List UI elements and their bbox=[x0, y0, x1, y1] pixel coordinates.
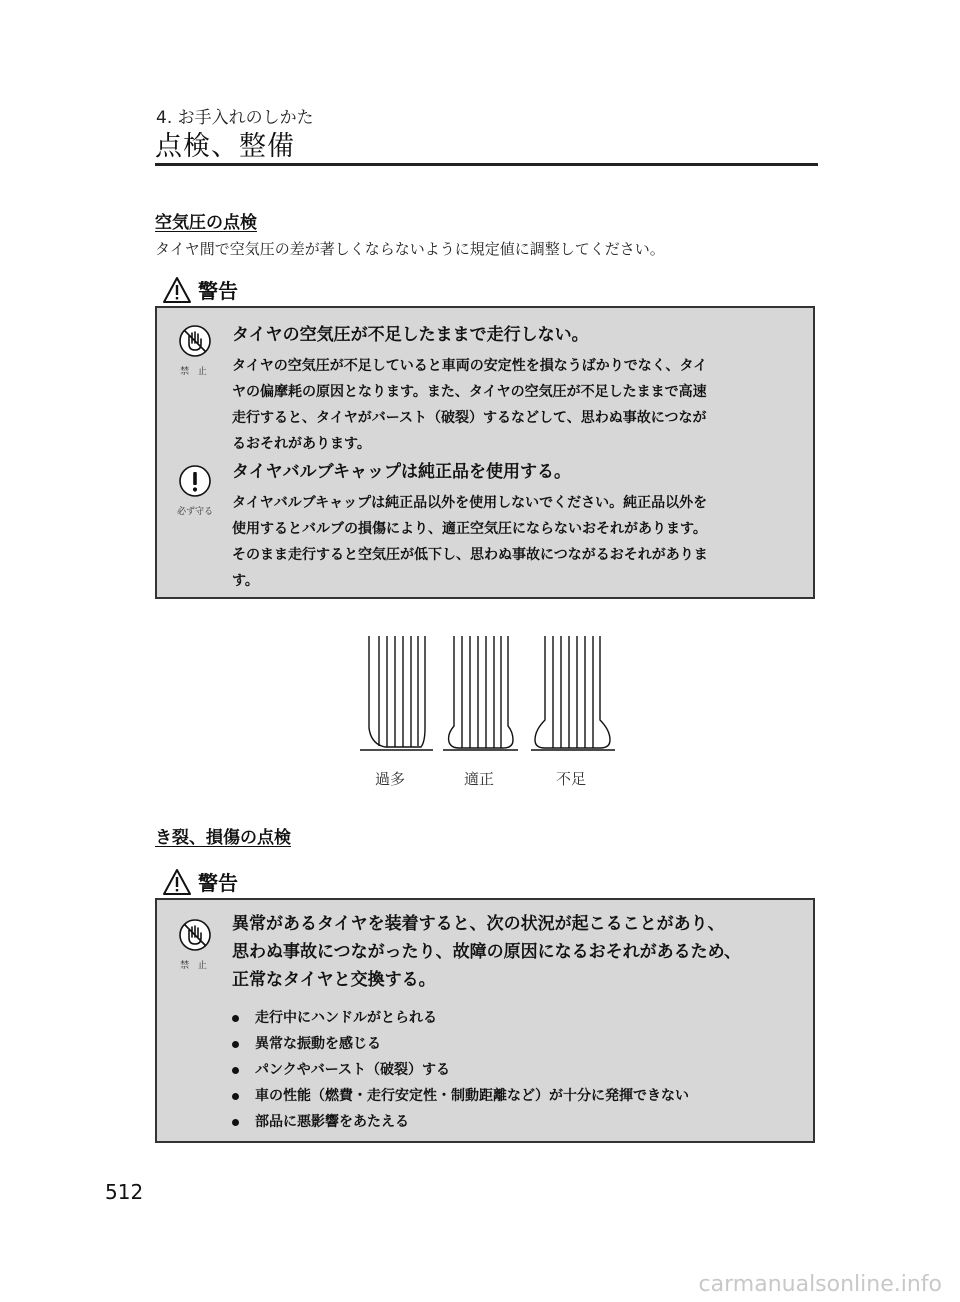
page-number: 512 bbox=[105, 1180, 144, 1204]
tire-under-inflated bbox=[531, 636, 615, 750]
prohibition-hand-icon bbox=[178, 918, 212, 952]
list-item: 走行中にハンドルがとられる bbox=[232, 1005, 793, 1031]
warning-triangle-icon bbox=[162, 276, 192, 304]
page-title: 点検、整備 bbox=[155, 131, 295, 162]
bullet-dot bbox=[232, 1119, 239, 1126]
warning-triangle-icon bbox=[162, 868, 192, 896]
title-line: 異常があるタイヤを装着すると、次の状況が起こることがあり、 bbox=[232, 914, 725, 934]
text-line: 使用するとバルブの損傷により、適正空気圧にならないおそれがあります。 bbox=[232, 521, 707, 537]
mandatory-badge bbox=[175, 464, 215, 517]
header-rule bbox=[155, 163, 818, 166]
list-item: 部品に悪影響をあたえる bbox=[232, 1109, 793, 1135]
warning-item-text bbox=[232, 353, 793, 457]
prohibition-hand-icon bbox=[178, 324, 212, 358]
badge-label: 必ず守る bbox=[176, 507, 213, 517]
badge-label: 禁 止 bbox=[180, 961, 210, 971]
text-line: タイヤの空気圧が不足していると車両の安定性を損なうばかりでなく、タイ bbox=[232, 358, 708, 374]
title-line: 思わぬ事故につながったり、故障の原因になるおそれがあるため、 bbox=[232, 942, 741, 962]
prohibition-badge bbox=[175, 324, 215, 377]
badge-label: 禁 止 bbox=[180, 367, 210, 377]
list-item: 異常な振動を感じる bbox=[232, 1031, 793, 1057]
warning-item-title: タイヤの空気圧が不足したままで走行しない。 bbox=[232, 325, 589, 345]
list-item: パンクやバースト（破裂）する bbox=[232, 1057, 793, 1083]
warning-item-title: タイヤバルブキャップは純正品を使用する。 bbox=[232, 462, 571, 482]
watermark: carmanualsonline.info bbox=[698, 1272, 942, 1297]
exclamation-circle-icon bbox=[178, 464, 212, 498]
bullet-list bbox=[232, 1005, 793, 1135]
bullet-dot bbox=[232, 1093, 239, 1100]
text-line: るおそれがあります。 bbox=[232, 436, 371, 452]
warning-item-title bbox=[232, 910, 741, 994]
section-heading-air-pressure: 空気圧の点検 bbox=[155, 213, 257, 233]
text-line: ヤの偏摩耗の原因となります。また、タイヤの空気圧が不足したままで高速 bbox=[232, 384, 707, 400]
prohibition-badge bbox=[175, 918, 215, 971]
tire-pressure-illustration bbox=[355, 630, 620, 755]
warning-item-text bbox=[232, 490, 793, 594]
bullet-dot bbox=[232, 1015, 239, 1022]
warning-label: 警告 bbox=[198, 871, 238, 895]
section-heading-crack-damage: き裂、損傷の点検 bbox=[155, 828, 291, 848]
bullet-dot bbox=[232, 1041, 239, 1048]
warning-box-1 bbox=[155, 306, 815, 599]
title-line: 正常なタイヤと交換する。 bbox=[232, 970, 436, 990]
bullet-dot bbox=[232, 1067, 239, 1074]
chapter-label: 4. お手入れのしかた bbox=[156, 108, 314, 128]
text-line: タイヤバルブキャップは純正品以外を使用しないでください。純正品以外を bbox=[232, 495, 708, 511]
warning-label: 警告 bbox=[198, 279, 238, 303]
tire-label-correct: 適正 bbox=[464, 770, 495, 788]
list-item: 車の性能（燃費・走行安定性・制動距離など）が十分に発揮できない bbox=[232, 1083, 793, 1109]
text-line: す。 bbox=[232, 573, 259, 589]
tire-correct bbox=[443, 636, 518, 750]
section-text-air-pressure: タイヤ間で空気圧の差が著しくならないように規定値に調整してください。 bbox=[155, 240, 665, 258]
tire-label-over: 過多 bbox=[375, 770, 406, 788]
tire-label-under: 不足 bbox=[556, 770, 587, 788]
warning-heading-1 bbox=[162, 275, 238, 304]
text-line: そのまま走行すると空気圧が低下し、思わぬ事故につながるおそれがありま bbox=[232, 547, 708, 563]
tire-over-inflated bbox=[360, 636, 433, 750]
warning-heading-2 bbox=[162, 867, 238, 896]
warning-box-2 bbox=[155, 898, 815, 1143]
text-line: 走行すると、タイヤがバースト（破裂）するなどして、思わぬ事故につなが bbox=[232, 410, 707, 426]
